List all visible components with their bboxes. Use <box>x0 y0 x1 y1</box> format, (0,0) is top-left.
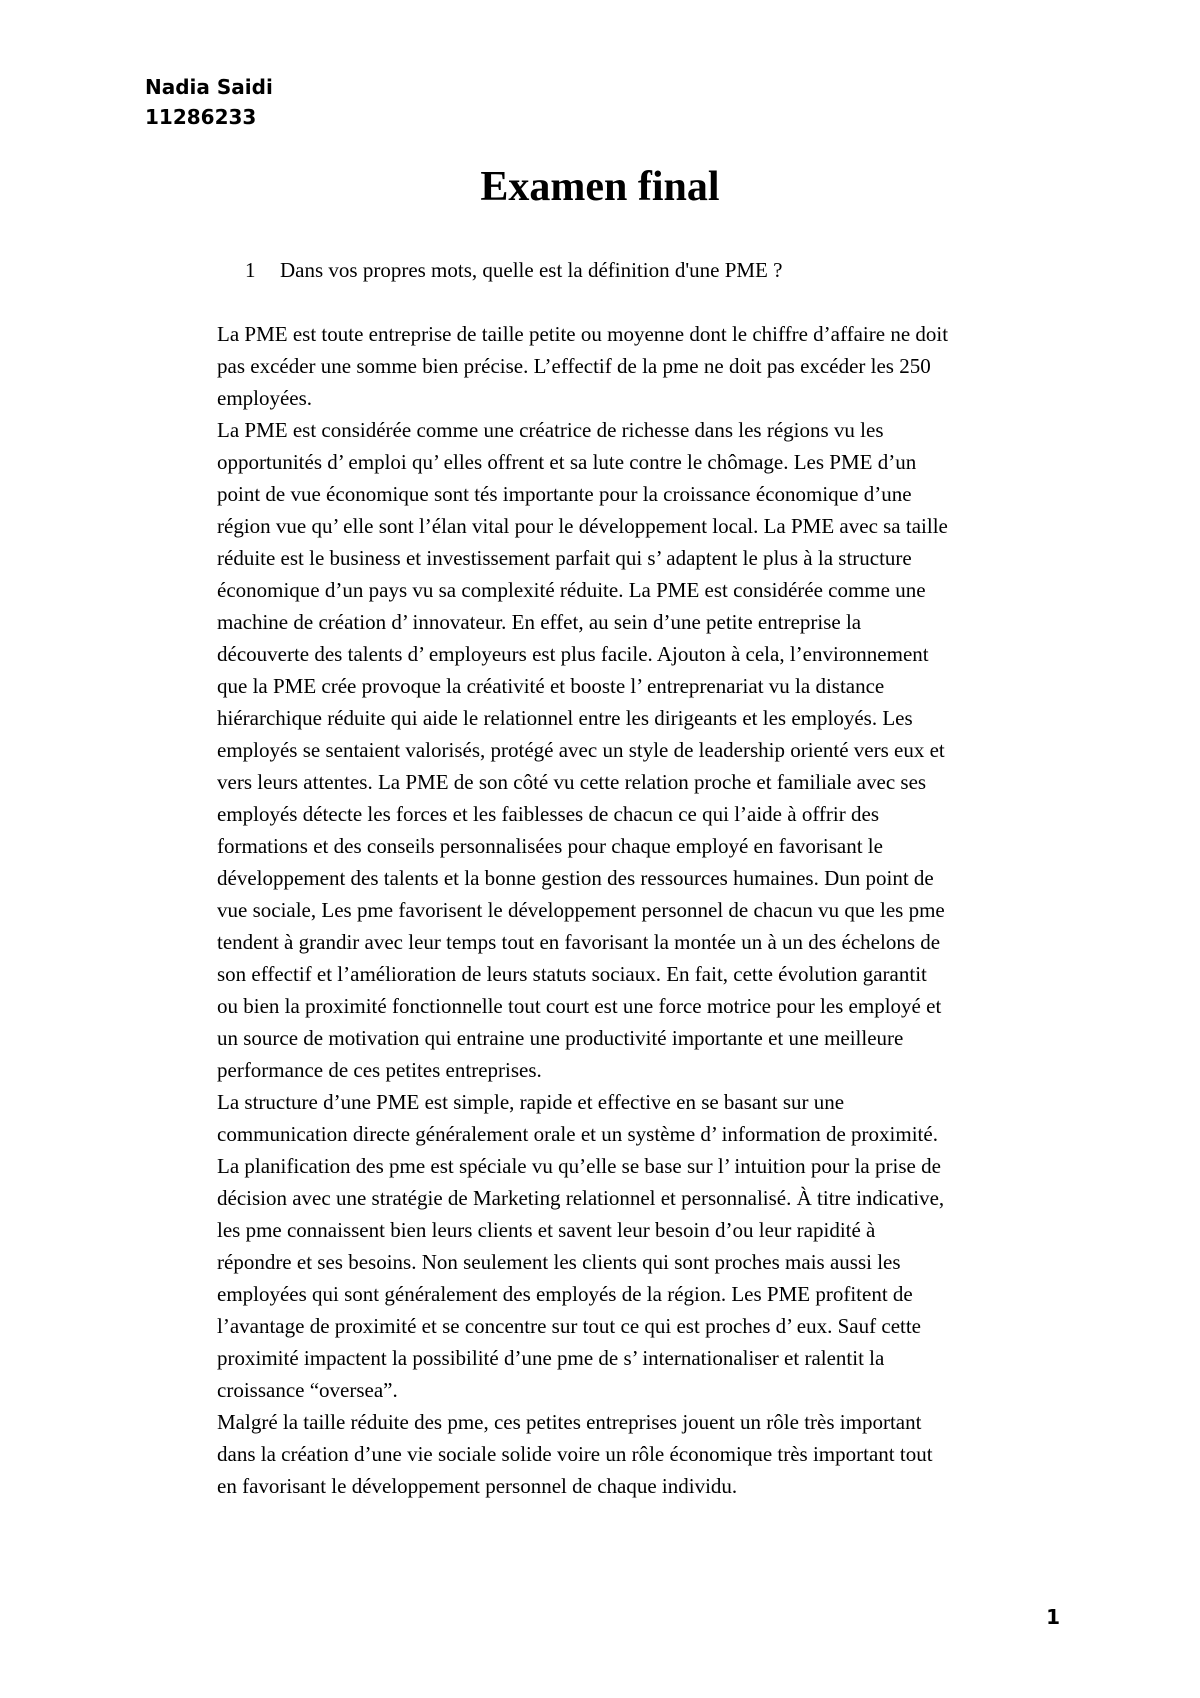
answer-line: réduite est le business et investissement parfait qui s’ adaptent le plus à la structure <box>217 546 912 570</box>
answer-line: région vue qu’ elle sont l’élan vital pour le développement local. La PME avec sa taille <box>217 514 948 538</box>
answer-line: communication directe généralement orale et un système d’ information de proximité. <box>217 1122 938 1146</box>
answer-line: La structure d’une PME est simple, rapide et effective en se basant sur une <box>217 1090 845 1114</box>
answer-line: employées. <box>217 386 313 410</box>
page-number: 1 <box>1046 1605 1060 1629</box>
answer-line: vers leurs attentes. La PME de son côté vu cette relation proche et familiale avec ses <box>217 770 927 794</box>
answer-line: découverte des talents d’ employeurs est plus facile. Ajouton à cela, l’environnement <box>217 642 929 666</box>
answer-line: performance de ces petites entreprises. <box>217 1058 542 1082</box>
answer-line: dans la création d’une vie sociale solide voire un rôle économique très important tout <box>217 1442 933 1466</box>
answer-line: employés se sentaient valorisés, protégé avec un style de leadership orienté vers eux et <box>217 738 945 762</box>
answer-line: employées qui sont généralement des employés de la région. Les PME profitent de <box>217 1282 913 1306</box>
answer-line: tendent à grandir avec leur temps tout en favorisant la montée un à un des échelons de <box>217 930 941 954</box>
answer-body <box>217 318 1067 1502</box>
answer-line: La PME est toute entreprise de taille petite ou moyenne dont le chiffre d’affaire ne doit <box>217 322 949 346</box>
question-1 <box>245 257 782 283</box>
answer-line: La PME est considérée comme une créatrice de richesse dans les régions vu les <box>217 418 884 442</box>
author-name: Nadia Saidi <box>145 75 273 99</box>
answer-line: formations et des conseils personnalisées pour chaque employé en favorisant le <box>217 834 883 858</box>
answer-line: opportunités d’ emploi qu’ elles offrent et sa lute contre le chômage. Les PME d’un <box>217 450 917 474</box>
answer-line: économique d’un pays vu sa complexité réduite. La PME est considérée comme une <box>217 578 926 602</box>
answer-line: point de vue économique sont tés importante pour la croissance économique d’une <box>217 482 912 506</box>
answer-line: La planification des pme est spéciale vu qu’elle se base sur l’ intuition pour la prise de <box>217 1154 941 1178</box>
document-title: Examen final <box>480 164 720 210</box>
answer-line: employés détecte les forces et les faiblesses de chacun ce qui l’aide à offrir des <box>217 802 879 826</box>
question-number: 1 <box>245 258 256 282</box>
answer-line: en favorisant le développement personnel de chaque individu. <box>217 1474 738 1498</box>
answer-line: développement des talents et la bonne gestion des ressources humaines. Dun point de <box>217 866 934 890</box>
answer-line: proximité impactent la possibilité d’une pme de s’ internationaliser et ralentit la <box>217 1346 885 1370</box>
answer-line: un source de motivation qui entraine une productivité importante et une meilleure <box>217 1026 904 1050</box>
answer-line: hiérarchique réduite qui aide le relationnel entre les dirigeants et les employés. Les <box>217 706 913 730</box>
answer-line: ou bien la proximité fonctionnelle tout court est une force motrice pour les employé et <box>217 994 942 1018</box>
answer-line: vue sociale, Les pme favorisent le développement personnel de chacun vu que les pme <box>217 898 945 922</box>
question-text: Dans vos propres mots, quelle est la définition d'une PME ? <box>280 258 783 282</box>
answer-line: l’avantage de proximité et se concentre sur tout ce qui est proches d’ eux. Sauf cette <box>217 1314 922 1338</box>
answer-line: décision avec une stratégie de Marketing relationnel et personnalisé. À titre indicative, <box>217 1186 945 1210</box>
student-id: 11286233 <box>145 105 257 129</box>
answer-line: pas excéder une somme bien précise. L’effectif de la pme ne doit pas excéder les 250 <box>217 354 931 378</box>
author-header <box>145 72 273 132</box>
answer-line: machine de création d’ innovateur. En effet, au sein d’une petite entreprise la <box>217 610 862 634</box>
answer-line: les pme connaissent bien leurs clients et savent leur besoin d’ou leur rapidité à <box>217 1218 876 1242</box>
answer-line: son effectif et l’amélioration de leurs statuts sociaux. En fait, cette évolution garantit <box>217 962 927 986</box>
answer-line: que la PME crée provoque la créativité et booste l’ entreprenariat vu la distance <box>217 674 885 698</box>
answer-line: croissance “oversea”. <box>217 1378 398 1402</box>
answer-line: Malgré la taille réduite des pme, ces petites entreprises jouent un rôle très important <box>217 1410 922 1434</box>
answer-line: répondre et ses besoins. Non seulement les clients qui sont proches mais aussi les <box>217 1250 901 1274</box>
